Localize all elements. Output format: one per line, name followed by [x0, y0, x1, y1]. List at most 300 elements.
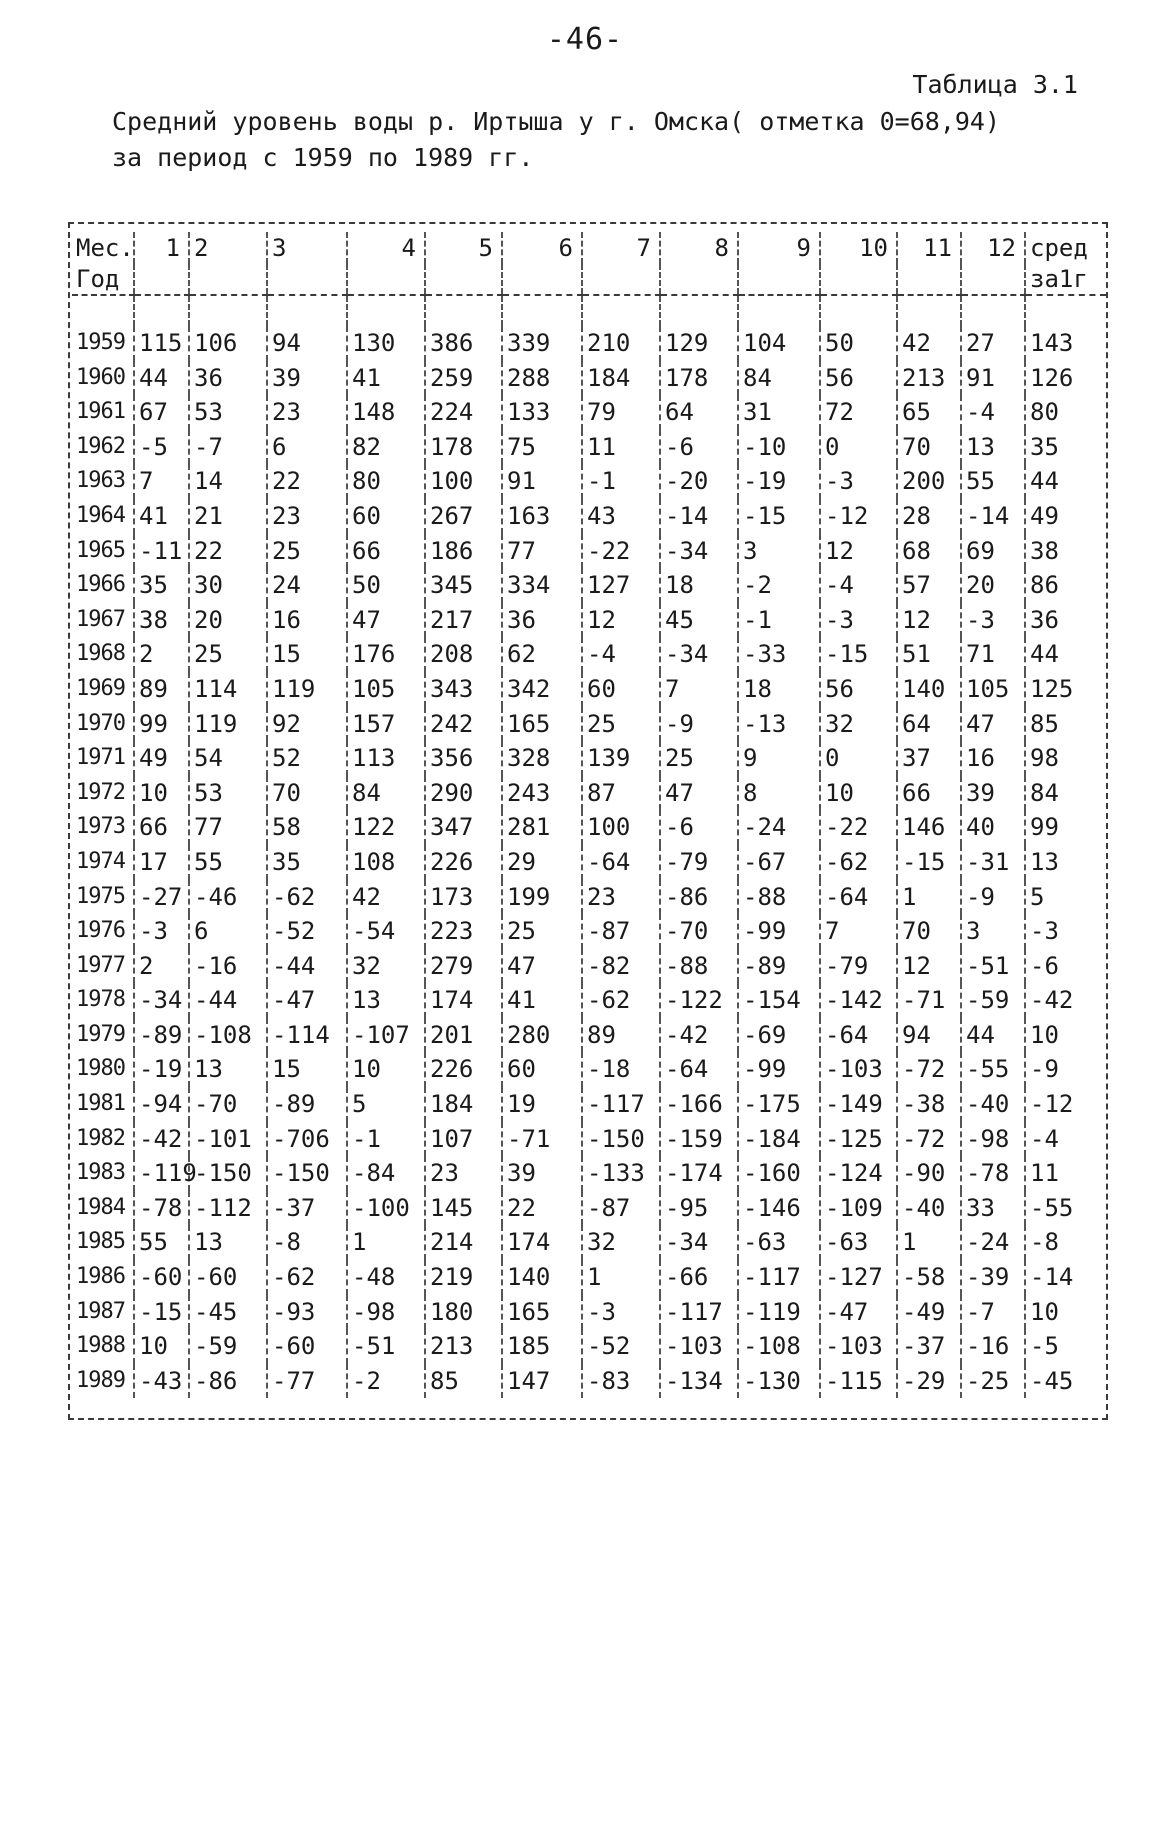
cell-month-3: 22: [267, 464, 347, 499]
cell-month-7: -83: [582, 1364, 660, 1399]
row-year: 1975: [76, 883, 125, 909]
cell-annual-average: 10: [1025, 1295, 1106, 1330]
row-year: 1966: [76, 572, 125, 598]
header-month-4: 4: [347, 232, 425, 264]
row-year: 1972: [76, 779, 125, 805]
cell-month-3: -89: [267, 1087, 347, 1122]
cell-month-10: -47: [820, 1295, 897, 1330]
cell-month-10: -149: [820, 1087, 897, 1122]
cell-annual-average: -55: [1025, 1191, 1106, 1226]
header-month-10: 10: [820, 232, 897, 264]
cell-month-8: 18: [660, 568, 738, 603]
cell-month-4: -107: [347, 1018, 425, 1053]
cell-month-11: 1: [897, 880, 961, 915]
row-year: 1973: [76, 814, 125, 840]
cell-annual-average: 11: [1025, 1156, 1106, 1191]
cell-month-4: 60: [347, 499, 425, 534]
cell-month-3: 15: [267, 637, 347, 672]
cell-month-3: -706: [267, 1122, 347, 1157]
cell-month-7: -18: [582, 1052, 660, 1087]
cell-annual-average: 44: [1025, 464, 1106, 499]
cell-month-5: 223: [425, 914, 502, 949]
cell-annual-average: 36: [1025, 603, 1106, 638]
cell-month-8: -64: [660, 1052, 738, 1087]
cell-annual-average: -14: [1025, 1260, 1106, 1295]
cell-month-2: 77: [189, 810, 267, 845]
cell-month-3: 35: [267, 845, 347, 880]
cell-month-10: 0: [820, 430, 897, 465]
cell-month-6: 75: [502, 430, 582, 465]
cell-month-8: 45: [660, 603, 738, 638]
cell-annual-average: 80: [1025, 395, 1106, 430]
cell-month-12: -40: [961, 1087, 1025, 1122]
cell-month-9: -146: [738, 1191, 820, 1226]
cell-month-4: 13: [347, 983, 425, 1018]
cell-month-11: -29: [897, 1364, 961, 1399]
cell-month-10: -62: [820, 845, 897, 880]
cell-month-3: -8: [267, 1225, 347, 1260]
cell-month-9: -19: [738, 464, 820, 499]
cell-month-2: 22: [189, 534, 267, 569]
cell-month-7: 60: [582, 672, 660, 707]
cell-month-6: -71: [502, 1122, 582, 1157]
cell-month-9: -24: [738, 810, 820, 845]
cell-month-5: 178: [425, 430, 502, 465]
cell-month-9: -154: [738, 983, 820, 1018]
cell-month-8: -34: [660, 534, 738, 569]
cell-month-5: 279: [425, 949, 502, 984]
cell-month-1: -34: [134, 983, 189, 1018]
cell-month-11: 213: [897, 361, 961, 396]
cell-month-2: -59: [189, 1329, 267, 1364]
cell-month-3: 92: [267, 707, 347, 742]
cell-month-4: 82: [347, 430, 425, 465]
cell-month-4: -2: [347, 1364, 425, 1399]
cell-month-8: -70: [660, 914, 738, 949]
cell-month-4: 122: [347, 810, 425, 845]
cell-month-8: -134: [660, 1364, 738, 1399]
row-year: 1959: [76, 330, 125, 355]
cell-month-7: 79: [582, 395, 660, 430]
cell-month-1: 89: [134, 672, 189, 707]
cell-month-12: -3: [961, 603, 1025, 638]
cell-month-10: -127: [820, 1260, 897, 1295]
cell-month-9: -89: [738, 949, 820, 984]
cell-month-12: -16: [961, 1329, 1025, 1364]
row-year: 1989: [76, 1367, 125, 1393]
cell-month-8: -42: [660, 1018, 738, 1053]
table-row: [72, 1295, 1106, 1330]
cell-month-5: 100: [425, 464, 502, 499]
row-year: 1976: [76, 918, 125, 944]
table-row: [72, 949, 1106, 984]
cell-month-9: -130: [738, 1364, 820, 1399]
cell-month-4: 32: [347, 949, 425, 984]
cell-month-5: 85: [425, 1364, 502, 1399]
cell-month-5: 173: [425, 880, 502, 915]
cell-month-5: 145: [425, 1191, 502, 1226]
cell-month-9: -10: [738, 430, 820, 465]
cell-month-4: 66: [347, 534, 425, 569]
cell-month-9: -88: [738, 880, 820, 915]
table-row: [72, 983, 1106, 1018]
cell-month-2: 53: [189, 395, 267, 430]
cell-month-5: 180: [425, 1295, 502, 1330]
cell-month-11: -72: [897, 1052, 961, 1087]
header-month-5: 5: [425, 232, 502, 264]
header-month-12: 12: [961, 232, 1025, 264]
cell-month-11: 28: [897, 499, 961, 534]
cell-month-12: 3: [961, 914, 1025, 949]
cell-month-5: 107: [425, 1122, 502, 1157]
cell-month-4: -48: [347, 1260, 425, 1295]
cell-month-9: -15: [738, 499, 820, 534]
cell-annual-average: 126: [1025, 361, 1106, 396]
cell-month-9: -67: [738, 845, 820, 880]
cell-month-8: -122: [660, 983, 738, 1018]
cell-month-9: -99: [738, 1052, 820, 1087]
table-body: [72, 295, 1106, 1398]
cell-month-10: -79: [820, 949, 897, 984]
row-year: 1981: [76, 1091, 125, 1117]
cell-month-6: 243: [502, 776, 582, 811]
cell-month-4: 148: [347, 395, 425, 430]
cell-month-8: -103: [660, 1329, 738, 1364]
cell-month-11: -40: [897, 1191, 961, 1226]
cell-month-8: -95: [660, 1191, 738, 1226]
cell-month-9: 104: [738, 326, 820, 361]
cell-month-7: 43: [582, 499, 660, 534]
cell-month-2: 14: [189, 464, 267, 499]
cell-month-9: -175: [738, 1087, 820, 1122]
cell-annual-average: -6: [1025, 949, 1106, 984]
cell-month-9: 18: [738, 672, 820, 707]
cell-month-8: 178: [660, 361, 738, 396]
cell-month-2: 119: [189, 707, 267, 742]
table-row: [72, 810, 1106, 845]
cell-month-1: 17: [134, 845, 189, 880]
header-month-3: 3: [267, 232, 347, 264]
header-month-1: 1: [134, 232, 189, 264]
cell-month-6: 22: [502, 1191, 582, 1226]
cell-month-9: 31: [738, 395, 820, 430]
cell-month-8: -88: [660, 949, 738, 984]
cell-month-11: 37: [897, 741, 961, 776]
cell-month-7: 1: [582, 1260, 660, 1295]
header-month-9: 9: [738, 232, 820, 264]
cell-month-7: 23: [582, 880, 660, 915]
cell-month-3: 52: [267, 741, 347, 776]
cell-annual-average: -8: [1025, 1225, 1106, 1260]
cell-month-2: -46: [189, 880, 267, 915]
cell-month-2: 20: [189, 603, 267, 638]
cell-month-4: 105: [347, 672, 425, 707]
table-row: [72, 672, 1106, 707]
table-row: [72, 845, 1106, 880]
cell-month-10: 72: [820, 395, 897, 430]
cell-month-5: 214: [425, 1225, 502, 1260]
cell-month-10: -63: [820, 1225, 897, 1260]
cell-month-7: 87: [582, 776, 660, 811]
cell-month-3: 23: [267, 395, 347, 430]
table-label: Таблица 3.1: [912, 70, 1078, 99]
cell-month-6: 165: [502, 1295, 582, 1330]
cell-month-3: 119: [267, 672, 347, 707]
cell-annual-average: 13: [1025, 845, 1106, 880]
cell-month-1: -89: [134, 1018, 189, 1053]
cell-month-10: -109: [820, 1191, 897, 1226]
cell-month-12: -14: [961, 499, 1025, 534]
cell-month-12: 69: [961, 534, 1025, 569]
cell-month-4: 47: [347, 603, 425, 638]
cell-month-8: 129: [660, 326, 738, 361]
cell-month-6: 328: [502, 741, 582, 776]
cell-month-2: 6: [189, 914, 267, 949]
cell-month-12: 20: [961, 568, 1025, 603]
cell-annual-average: 99: [1025, 810, 1106, 845]
cell-month-3: -37: [267, 1191, 347, 1226]
cell-month-10: -64: [820, 880, 897, 915]
cell-month-1: 115: [134, 326, 189, 361]
row-year: 1965: [76, 537, 125, 563]
cell-month-6: 91: [502, 464, 582, 499]
row-year: 1983: [76, 1160, 125, 1186]
cell-month-11: 94: [897, 1018, 961, 1053]
cell-month-12: 55: [961, 464, 1025, 499]
cell-month-11: -38: [897, 1087, 961, 1122]
cell-month-1: -19: [134, 1052, 189, 1087]
cell-month-10: 56: [820, 672, 897, 707]
cell-month-6: 163: [502, 499, 582, 534]
cell-annual-average: 143: [1025, 326, 1106, 361]
cell-month-5: 242: [425, 707, 502, 742]
cell-month-10: -103: [820, 1329, 897, 1364]
cell-month-8: -6: [660, 430, 738, 465]
cell-month-1: -43: [134, 1364, 189, 1399]
page-number: -46-: [546, 22, 624, 57]
cell-month-12: -31: [961, 845, 1025, 880]
cell-month-7: 25: [582, 707, 660, 742]
header-month-11: 11: [897, 232, 961, 264]
cell-month-8: -34: [660, 1225, 738, 1260]
cell-month-12: 91: [961, 361, 1025, 396]
cell-month-2: -108: [189, 1018, 267, 1053]
table-row: [72, 534, 1106, 569]
cell-month-1: -94: [134, 1087, 189, 1122]
cell-month-2: 13: [189, 1052, 267, 1087]
header-average-sublabel: за1г: [1025, 264, 1106, 295]
header-month-2: 2: [189, 232, 267, 264]
cell-month-8: -34: [660, 637, 738, 672]
cell-month-5: 343: [425, 672, 502, 707]
cell-month-1: 7: [134, 464, 189, 499]
cell-month-12: 13: [961, 430, 1025, 465]
cell-annual-average: 38: [1025, 534, 1106, 569]
cell-month-2: -16: [189, 949, 267, 984]
table-row: [72, 464, 1106, 499]
cell-month-12: 47: [961, 707, 1025, 742]
cell-month-5: 224: [425, 395, 502, 430]
cell-month-11: 68: [897, 534, 961, 569]
cell-month-11: 12: [897, 949, 961, 984]
cell-month-7: -150: [582, 1122, 660, 1157]
cell-month-10: -4: [820, 568, 897, 603]
row-year: 1969: [76, 675, 125, 701]
cell-month-6: 174: [502, 1225, 582, 1260]
cell-month-2: 114: [189, 672, 267, 707]
cell-month-11: -15: [897, 845, 961, 880]
cell-month-3: 24: [267, 568, 347, 603]
cell-month-7: 184: [582, 361, 660, 396]
cell-month-5: 219: [425, 1260, 502, 1295]
cell-month-9: -63: [738, 1225, 820, 1260]
cell-month-1: 2: [134, 637, 189, 672]
header-month-6: 6: [502, 232, 582, 264]
cell-month-7: -52: [582, 1329, 660, 1364]
cell-month-3: -62: [267, 880, 347, 915]
cell-month-12: 27: [961, 326, 1025, 361]
cell-month-9: -13: [738, 707, 820, 742]
cell-annual-average: 98: [1025, 741, 1106, 776]
row-year: 1964: [76, 502, 125, 528]
cell-month-10: -12: [820, 499, 897, 534]
cell-month-1: 10: [134, 1329, 189, 1364]
cell-month-5: 208: [425, 637, 502, 672]
cell-month-11: 64: [897, 707, 961, 742]
row-year: 1961: [76, 399, 125, 425]
cell-month-5: 217: [425, 603, 502, 638]
header-row-months: [72, 232, 1106, 264]
header-month-8: 8: [660, 232, 738, 264]
cell-month-9: -33: [738, 637, 820, 672]
cell-month-10: -64: [820, 1018, 897, 1053]
caption-line-1: Средний уровень воды р. Иртыша у г. Омска( отметка 0=68,94): [112, 107, 1001, 136]
cell-month-3: 23: [267, 499, 347, 534]
cell-annual-average: 10: [1025, 1018, 1106, 1053]
cell-month-12: -55: [961, 1052, 1025, 1087]
header-row-year: [72, 264, 1106, 295]
cell-month-11: 51: [897, 637, 961, 672]
row-year: 1986: [76, 1264, 125, 1290]
cell-month-7: -82: [582, 949, 660, 984]
cell-annual-average: 49: [1025, 499, 1106, 534]
cell-month-7: 100: [582, 810, 660, 845]
row-year: 1982: [76, 1125, 125, 1151]
cell-month-1: 99: [134, 707, 189, 742]
cell-month-5: 345: [425, 568, 502, 603]
cell-month-12: 44: [961, 1018, 1025, 1053]
cell-month-6: 41: [502, 983, 582, 1018]
cell-month-2: -112: [189, 1191, 267, 1226]
cell-month-2: -45: [189, 1295, 267, 1330]
cell-month-8: -166: [660, 1087, 738, 1122]
cell-month-10: -115: [820, 1364, 897, 1399]
cell-month-11: 57: [897, 568, 961, 603]
cell-month-10: 10: [820, 776, 897, 811]
cell-month-1: 38: [134, 603, 189, 638]
cell-month-10: 56: [820, 361, 897, 396]
cell-month-2: -60: [189, 1260, 267, 1295]
cell-month-11: 66: [897, 776, 961, 811]
cell-month-4: 176: [347, 637, 425, 672]
cell-month-4: -100: [347, 1191, 425, 1226]
cell-month-5: 290: [425, 776, 502, 811]
cell-month-2: 55: [189, 845, 267, 880]
cell-month-5: 186: [425, 534, 502, 569]
cell-month-8: -79: [660, 845, 738, 880]
cell-month-7: 12: [582, 603, 660, 638]
cell-month-8: -9: [660, 707, 738, 742]
row-year: 1971: [76, 745, 125, 771]
cell-month-4: -84: [347, 1156, 425, 1191]
cell-month-9: -117: [738, 1260, 820, 1295]
cell-month-11: 70: [897, 430, 961, 465]
cell-month-1: 49: [134, 741, 189, 776]
table-row: [72, 499, 1106, 534]
cell-month-1: 10: [134, 776, 189, 811]
cell-month-8: -6: [660, 810, 738, 845]
cell-month-10: -22: [820, 810, 897, 845]
table-row: [72, 1122, 1106, 1157]
table-row: [72, 395, 1106, 430]
table-row: [72, 1225, 1106, 1260]
cell-month-7: -117: [582, 1087, 660, 1122]
cell-month-8: 7: [660, 672, 738, 707]
cell-annual-average: -9: [1025, 1052, 1106, 1087]
table-row: [72, 326, 1106, 361]
cell-month-5: 226: [425, 845, 502, 880]
cell-month-8: -20: [660, 464, 738, 499]
cell-month-1: 44: [134, 361, 189, 396]
table-row: [72, 1329, 1106, 1364]
cell-month-7: 32: [582, 1225, 660, 1260]
cell-month-3: 70: [267, 776, 347, 811]
cell-month-2: 53: [189, 776, 267, 811]
cell-month-10: -3: [820, 603, 897, 638]
cell-month-12: -9: [961, 880, 1025, 915]
cell-month-3: 94: [267, 326, 347, 361]
cell-month-1: -27: [134, 880, 189, 915]
cell-month-3: -44: [267, 949, 347, 984]
cell-month-6: 334: [502, 568, 582, 603]
cell-month-6: 60: [502, 1052, 582, 1087]
cell-annual-average: 35: [1025, 430, 1106, 465]
cell-month-11: -49: [897, 1295, 961, 1330]
cell-month-10: -125: [820, 1122, 897, 1157]
cell-month-4: 1: [347, 1225, 425, 1260]
cell-month-2: -70: [189, 1087, 267, 1122]
cell-month-9: -119: [738, 1295, 820, 1330]
table-row: [72, 1052, 1106, 1087]
table-row: [72, 776, 1106, 811]
cell-month-12: 16: [961, 741, 1025, 776]
cell-month-3: -47: [267, 983, 347, 1018]
cell-annual-average: -3: [1025, 914, 1106, 949]
cell-month-11: 140: [897, 672, 961, 707]
table-row: [72, 1191, 1106, 1226]
cell-month-5: 23: [425, 1156, 502, 1191]
cell-month-12: -51: [961, 949, 1025, 984]
cell-month-11: 70: [897, 914, 961, 949]
cell-month-11: 12: [897, 603, 961, 638]
cell-month-11: -90: [897, 1156, 961, 1191]
cell-month-9: 9: [738, 741, 820, 776]
cell-month-6: 19: [502, 1087, 582, 1122]
cell-month-1: 66: [134, 810, 189, 845]
cell-month-12: -25: [961, 1364, 1025, 1399]
table-row: [72, 880, 1106, 915]
table-row: [72, 568, 1106, 603]
